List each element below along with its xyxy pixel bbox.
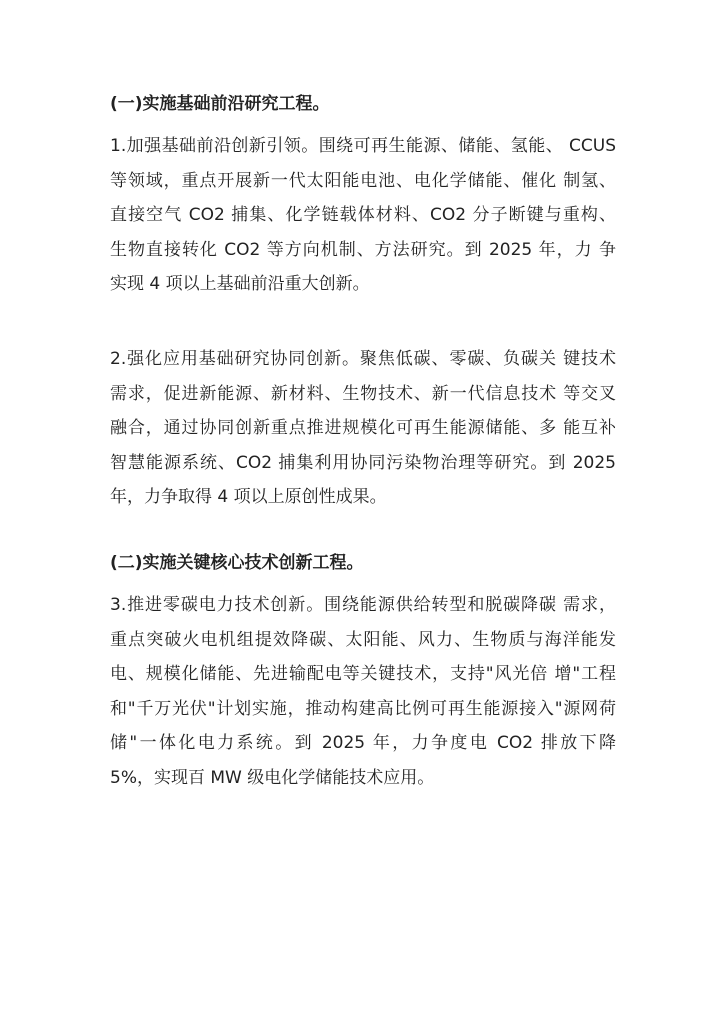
paragraph-line: 5%，实现百 MW 级电化学储能技术应用。 (110, 767, 435, 788)
paragraph-1 (110, 129, 616, 302)
paragraph-line: 和"千万光伏"计划实施，推动构建高比例可再生能源接入"源网荷 (110, 698, 616, 719)
paragraph-line: 3.推进零碳电力技术创新。围绕能源供给转型和脱碳降碳 需求， (110, 594, 616, 615)
paragraph-line: 2.强化应用基础研究协同创新。聚焦低碳、零碳、负碳关 键技术 (110, 348, 616, 369)
paragraph-line: 电、规模化储能、先进输配电等关键技术，支持"风光倍 增"工程 (110, 664, 616, 685)
paragraph-spacer (110, 302, 616, 342)
paragraph-line: 储"一体化电力系统。到 2025 年，力争度电 CO2 排放下降 (110, 733, 616, 754)
paragraph-line: 生物直接转化 CO2 等方向机制、方法研究。到 2025 年，力 争 (110, 239, 616, 260)
paragraph-line: 等领域，重点开展新一代太阳能电池、电化学储能、催化 制氢、 (110, 170, 616, 191)
paragraph-line: 实现 4 项以上基础前沿重大创新。 (110, 274, 370, 295)
section-heading-1: (一)实施基础前沿研究工程。 (110, 94, 330, 114)
section-heading-2: (二)实施关键核心技术创新工程。 (110, 552, 364, 573)
paragraph-line: 年，力争取得 4 项以上原创性成果。 (110, 487, 387, 508)
paragraph-line: 智慧能源系统、CO2 捕集利用协同污染物治理等研究。到 2025 (110, 452, 616, 473)
paragraph-3 (110, 588, 616, 796)
paragraph-line: 重点突破火电机组提效降碳、太阳能、风力、生物质与海洋能发 (110, 629, 616, 650)
paragraph-line: 1.加强基础前沿创新引领。围绕可再生能源、储能、氢能、 CCUS (110, 136, 616, 156)
paragraph-2 (110, 342, 616, 515)
paragraph-line: 直接空气 CO2 捕集、化学链载体材料、CO2 分子断键与重构、 (110, 205, 616, 226)
paragraph-spacer (110, 515, 616, 553)
paragraph-line: 融合，通过协同创新重点推进规模化可再生能源储能、多 能互补 (110, 418, 616, 439)
paragraph-line: 需求，促进新能源、新材料、生物技术、新一代信息技术 等交叉 (110, 383, 616, 404)
